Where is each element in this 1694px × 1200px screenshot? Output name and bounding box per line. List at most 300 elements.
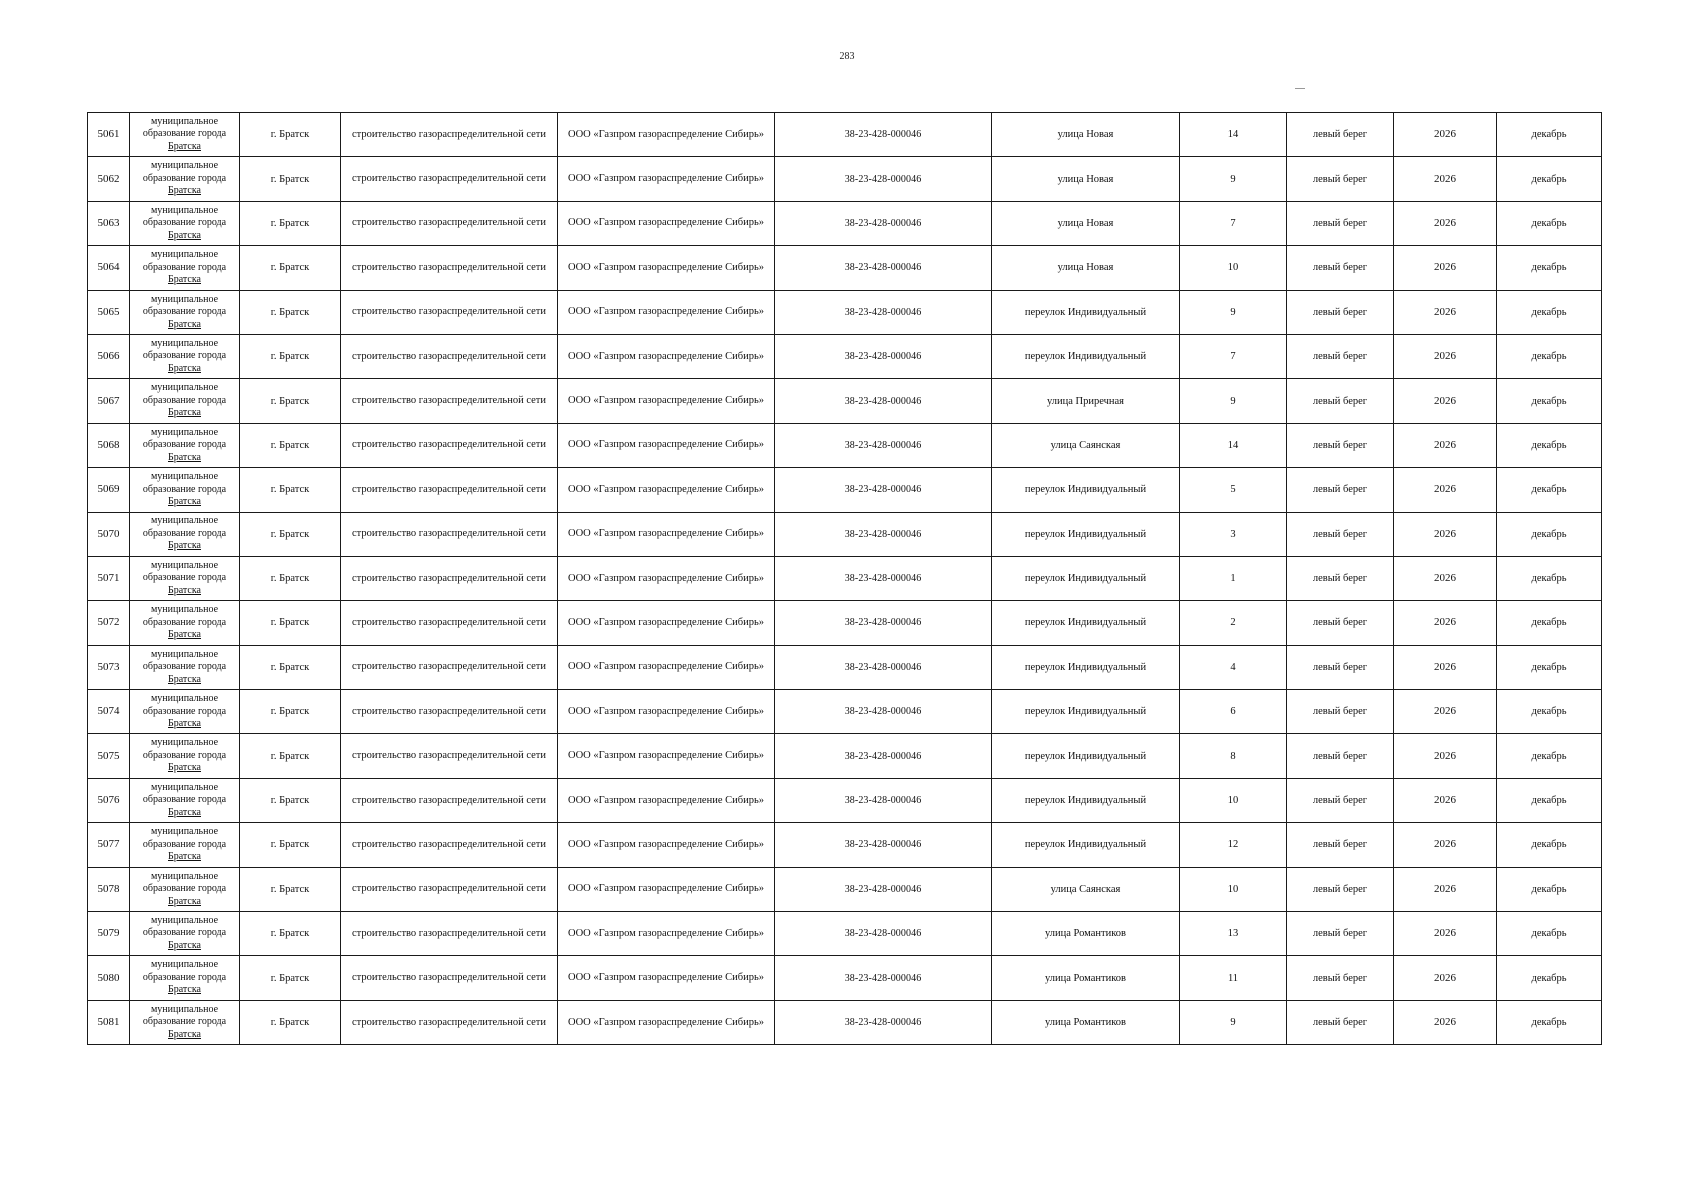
city-cell: г. Братск [240,290,341,334]
municipality-line: муниципальное [150,382,219,394]
work-type-cell: строительство газораспределительной сети [341,601,558,645]
house-number-cell: 10 [1180,246,1287,290]
river-bank-cell: левый берег [1287,601,1394,645]
municipality-line: образование города [142,350,227,362]
organization-cell: ООО «Газпром газораспределение Сибирь» [558,645,775,689]
municipality-line: муниципальное [150,471,219,483]
municipality-line: муниципальное [150,204,219,216]
municipality-cell [130,157,240,201]
river-bank-cell: левый берег [1287,379,1394,423]
river-bank-cell: левый берег [1287,823,1394,867]
street-cell: улица Саянская [992,423,1180,467]
object-code-cell: 38-23-428-000046 [775,246,992,290]
table-row [88,734,1602,778]
month-cell: декабрь [1497,1000,1602,1044]
river-bank-cell: левый берег [1287,290,1394,334]
work-type-cell: строительство газораспределительной сети [341,512,558,556]
house-number-cell: 9 [1180,290,1287,334]
municipality-cell [130,468,240,512]
year-cell: 2026 [1394,113,1497,157]
year-cell: 2026 [1394,601,1497,645]
municipality-line: муниципальное [150,293,219,305]
municipality-line: Братска [168,1028,201,1040]
work-type-cell: строительство газораспределительной сети [341,468,558,512]
city-cell: г. Братск [240,379,341,423]
year-cell: 2026 [1394,512,1497,556]
table-row [88,379,1602,423]
organization-cell: ООО «Газпром газораспределение Сибирь» [558,512,775,556]
city-cell: г. Братск [240,113,341,157]
municipality-cell [130,512,240,556]
municipality-line: Братска [168,584,201,596]
municipality-line: Братска [168,718,201,730]
municipality-line: образование города [142,749,227,761]
organization-cell: ООО «Газпром газораспределение Сибирь» [558,423,775,467]
municipality-line: Братска [168,762,201,774]
object-code-cell: 38-23-428-000046 [775,690,992,734]
municipality-line: Братска [168,451,201,463]
row-number-cell: 5077 [88,823,130,867]
work-type-cell: строительство газораспределительной сети [341,334,558,378]
organization-cell: ООО «Газпром газораспределение Сибирь» [558,690,775,734]
river-bank-cell: левый берег [1287,956,1394,1000]
river-bank-cell: левый берег [1287,778,1394,822]
municipality-line: образование города [142,971,227,983]
table-row [88,690,1602,734]
organization-cell: ООО «Газпром газораспределение Сибирь» [558,823,775,867]
row-number-cell: 5068 [88,423,130,467]
table-row [88,157,1602,201]
river-bank-cell: левый берег [1287,468,1394,512]
work-type-cell: строительство газораспределительной сети [341,201,558,245]
row-number-cell: 5061 [88,113,130,157]
table-row [88,423,1602,467]
municipality-cell [130,201,240,245]
river-bank-cell: левый берег [1287,645,1394,689]
city-cell: г. Братск [240,690,341,734]
city-cell: г. Братск [240,246,341,290]
page-number: 283 [839,51,855,62]
month-cell: декабрь [1497,867,1602,911]
house-number-cell: 6 [1180,690,1287,734]
river-bank-cell: левый берег [1287,157,1394,201]
organization-cell: ООО «Газпром газораспределение Сибирь» [558,734,775,778]
municipality-line: образование города [142,483,227,495]
work-type-cell: строительство газораспределительной сети [341,823,558,867]
object-code-cell: 38-23-428-000046 [775,201,992,245]
city-cell: г. Братск [240,334,341,378]
work-type-cell: строительство газораспределительной сети [341,956,558,1000]
scan-mark [1295,88,1305,89]
house-number-cell: 7 [1180,334,1287,378]
year-cell: 2026 [1394,379,1497,423]
organization-cell: ООО «Газпром газораспределение Сибирь» [558,1000,775,1044]
work-type-cell: строительство газораспределительной сети [341,423,558,467]
municipality-line: Братска [168,318,201,330]
municipality-cell [130,379,240,423]
house-number-cell: 10 [1180,867,1287,911]
year-cell: 2026 [1394,556,1497,600]
work-type-cell: строительство газораспределительной сети [341,912,558,956]
month-cell: декабрь [1497,778,1602,822]
table-row [88,645,1602,689]
street-cell: улица Романтиков [992,912,1180,956]
municipality-line: образование города [142,217,227,229]
work-type-cell: строительство газораспределительной сети [341,867,558,911]
municipality-cell [130,778,240,822]
year-cell: 2026 [1394,201,1497,245]
house-number-cell: 14 [1180,113,1287,157]
work-type-cell: строительство газораспределительной сети [341,379,558,423]
table-row [88,334,1602,378]
house-number-cell: 12 [1180,823,1287,867]
municipality-line: муниципальное [150,693,219,705]
municipality-line: образование города [142,128,227,140]
row-number-cell: 5076 [88,778,130,822]
municipality-line: муниципальное [150,870,219,882]
organization-cell: ООО «Газпром газораспределение Сибирь» [558,246,775,290]
row-number-cell: 5062 [88,157,130,201]
municipality-cell [130,645,240,689]
municipality-cell [130,423,240,467]
table-row [88,290,1602,334]
month-cell: декабрь [1497,823,1602,867]
year-cell: 2026 [1394,823,1497,867]
register-body [88,113,1602,1045]
house-number-cell: 8 [1180,734,1287,778]
month-cell: декабрь [1497,290,1602,334]
municipality-line: образование города [142,527,227,539]
street-cell: переулок Индивидуальный [992,512,1180,556]
street-cell: переулок Индивидуальный [992,734,1180,778]
table-row [88,246,1602,290]
gasification-register-table [87,112,1602,1045]
municipality-line: муниципальное [150,826,219,838]
organization-cell: ООО «Газпром газораспределение Сибирь» [558,601,775,645]
municipality-cell [130,912,240,956]
year-cell: 2026 [1394,157,1497,201]
table-row [88,601,1602,645]
river-bank-cell: левый берег [1287,334,1394,378]
work-type-cell: строительство газораспределительной сети [341,778,558,822]
month-cell: декабрь [1497,113,1602,157]
river-bank-cell: левый берег [1287,556,1394,600]
row-number-cell: 5070 [88,512,130,556]
month-cell: декабрь [1497,201,1602,245]
house-number-cell: 2 [1180,601,1287,645]
municipality-line: Братска [168,540,201,552]
street-cell: переулок Индивидуальный [992,556,1180,600]
city-cell: г. Братск [240,157,341,201]
municipality-line: муниципальное [150,959,219,971]
table-row [88,867,1602,911]
municipality-line: Братска [168,274,201,286]
object-code-cell: 38-23-428-000046 [775,113,992,157]
municipality-line: муниципальное [150,559,219,571]
organization-cell: ООО «Газпром газораспределение Сибирь» [558,157,775,201]
year-cell: 2026 [1394,246,1497,290]
municipality-line: Братска [168,806,201,818]
row-number-cell: 5079 [88,912,130,956]
object-code-cell: 38-23-428-000046 [775,157,992,201]
row-number-cell: 5078 [88,867,130,911]
municipality-line: образование города [142,261,227,273]
house-number-cell: 7 [1180,201,1287,245]
municipality-cell [130,290,240,334]
municipality-line: образование города [142,616,227,628]
object-code-cell: 38-23-428-000046 [775,1000,992,1044]
row-number-cell: 5074 [88,690,130,734]
organization-cell: ООО «Газпром газораспределение Сибирь» [558,379,775,423]
object-code-cell: 38-23-428-000046 [775,379,992,423]
municipality-cell [130,246,240,290]
table-row [88,1000,1602,1044]
municipality-line: Братска [168,496,201,508]
city-cell: г. Братск [240,912,341,956]
month-cell: декабрь [1497,246,1602,290]
month-cell: декабрь [1497,379,1602,423]
organization-cell: ООО «Газпром газораспределение Сибирь» [558,556,775,600]
municipality-line: муниципальное [150,604,219,616]
house-number-cell: 1 [1180,556,1287,600]
month-cell: декабрь [1497,556,1602,600]
municipality-line: Братска [168,984,201,996]
city-cell: г. Братск [240,601,341,645]
object-code-cell: 38-23-428-000046 [775,867,992,911]
river-bank-cell: левый берег [1287,246,1394,290]
river-bank-cell: левый берег [1287,201,1394,245]
object-code-cell: 38-23-428-000046 [775,423,992,467]
row-number-cell: 5075 [88,734,130,778]
municipality-line: муниципальное [150,914,219,926]
year-cell: 2026 [1394,290,1497,334]
object-code-cell: 38-23-428-000046 [775,512,992,556]
municipality-cell [130,734,240,778]
object-code-cell: 38-23-428-000046 [775,601,992,645]
organization-cell: ООО «Газпром газораспределение Сибирь» [558,113,775,157]
municipality-line: муниципальное [150,648,219,660]
object-code-cell: 38-23-428-000046 [775,556,992,600]
row-number-cell: 5065 [88,290,130,334]
municipality-line: Братска [168,362,201,374]
municipality-line: образование города [142,394,227,406]
row-number-cell: 5069 [88,468,130,512]
street-cell: переулок Индивидуальный [992,601,1180,645]
house-number-cell: 11 [1180,956,1287,1000]
river-bank-cell: левый берег [1287,423,1394,467]
river-bank-cell: левый берег [1287,512,1394,556]
river-bank-cell: левый берег [1287,867,1394,911]
city-cell: г. Братск [240,512,341,556]
row-number-cell: 5073 [88,645,130,689]
object-code-cell: 38-23-428-000046 [775,823,992,867]
municipality-line: муниципальное [150,515,219,527]
year-cell: 2026 [1394,956,1497,1000]
organization-cell: ООО «Газпром газораспределение Сибирь» [558,778,775,822]
street-cell: улица Новая [992,157,1180,201]
row-number-cell: 5072 [88,601,130,645]
house-number-cell: 3 [1180,512,1287,556]
city-cell: г. Братск [240,201,341,245]
municipality-line: Братска [168,185,201,197]
street-cell: переулок Индивидуальный [992,778,1180,822]
street-cell: улица Саянская [992,867,1180,911]
municipality-line: Братска [168,895,201,907]
municipality-line: Братска [168,851,201,863]
municipality-line: муниципальное [150,337,219,349]
street-cell: переулок Индивидуальный [992,690,1180,734]
organization-cell: ООО «Газпром газораспределение Сибирь» [558,956,775,1000]
month-cell: декабрь [1497,468,1602,512]
street-cell: улица Романтиков [992,1000,1180,1044]
house-number-cell: 14 [1180,423,1287,467]
table-row [88,512,1602,556]
street-cell: улица Романтиков [992,956,1180,1000]
street-cell: переулок Индивидуальный [992,823,1180,867]
month-cell: декабрь [1497,912,1602,956]
house-number-cell: 13 [1180,912,1287,956]
work-type-cell: строительство газораспределительной сети [341,645,558,689]
city-cell: г. Братск [240,556,341,600]
object-code-cell: 38-23-428-000046 [775,334,992,378]
municipality-line: муниципальное [150,115,219,127]
object-code-cell: 38-23-428-000046 [775,468,992,512]
month-cell: декабрь [1497,157,1602,201]
year-cell: 2026 [1394,734,1497,778]
city-cell: г. Братск [240,468,341,512]
municipality-cell [130,556,240,600]
city-cell: г. Братск [240,823,341,867]
organization-cell: ООО «Газпром газораспределение Сибирь» [558,290,775,334]
table-row [88,468,1602,512]
year-cell: 2026 [1394,912,1497,956]
street-cell: переулок Индивидуальный [992,645,1180,689]
work-type-cell: строительство газораспределительной сети [341,734,558,778]
work-type-cell: строительство газораспределительной сети [341,556,558,600]
city-cell: г. Братск [240,645,341,689]
municipality-line: Братска [168,140,201,152]
object-code-cell: 38-23-428-000046 [775,778,992,822]
year-cell: 2026 [1394,1000,1497,1044]
house-number-cell: 4 [1180,645,1287,689]
table-row [88,556,1602,600]
municipality-cell [130,1000,240,1044]
house-number-cell: 5 [1180,468,1287,512]
work-type-cell: строительство газораспределительной сети [341,690,558,734]
month-cell: декабрь [1497,601,1602,645]
row-number-cell: 5071 [88,556,130,600]
street-cell: переулок Индивидуальный [992,334,1180,378]
organization-cell: ООО «Газпром газораспределение Сибирь» [558,912,775,956]
municipality-line: образование города [142,794,227,806]
organization-cell: ООО «Газпром газораспределение Сибирь» [558,867,775,911]
municipality-line: образование города [142,927,227,939]
object-code-cell: 38-23-428-000046 [775,645,992,689]
municipality-line: образование города [142,439,227,451]
municipality-line: Братска [168,229,201,241]
table-row [88,912,1602,956]
municipality-cell [130,601,240,645]
year-cell: 2026 [1394,645,1497,689]
month-cell: декабрь [1497,734,1602,778]
municipality-cell [130,823,240,867]
object-code-cell: 38-23-428-000046 [775,734,992,778]
house-number-cell: 10 [1180,778,1287,822]
year-cell: 2026 [1394,334,1497,378]
municipality-line: образование города [142,172,227,184]
city-cell: г. Братск [240,956,341,1000]
municipality-line: образование города [142,306,227,317]
municipality-cell [130,113,240,157]
street-cell: улица Новая [992,113,1180,157]
municipality-line: образование города [142,572,227,584]
river-bank-cell: левый берег [1287,734,1394,778]
street-cell: переулок Индивидуальный [992,468,1180,512]
row-number-cell: 5066 [88,334,130,378]
row-number-cell: 5081 [88,1000,130,1044]
river-bank-cell: левый берег [1287,912,1394,956]
municipality-line: муниципальное [150,737,219,749]
house-number-cell: 9 [1180,1000,1287,1044]
municipality-line: образование города [142,838,227,850]
municipality-line: Братска [168,939,201,951]
street-cell: переулок Индивидуальный [992,290,1180,334]
street-cell: улица Новая [992,246,1180,290]
city-cell: г. Братск [240,423,341,467]
table-row [88,956,1602,1000]
year-cell: 2026 [1394,423,1497,467]
object-code-cell: 38-23-428-000046 [775,290,992,334]
municipality-line: муниципальное [150,1003,219,1015]
organization-cell: ООО «Газпром газораспределение Сибирь» [558,201,775,245]
river-bank-cell: левый берег [1287,113,1394,157]
municipality-line: Братска [168,629,201,641]
municipality-cell [130,867,240,911]
table-row [88,113,1602,157]
municipality-line: Братска [168,407,201,419]
work-type-cell: строительство газораспределительной сети [341,113,558,157]
municipality-line: муниципальное [150,160,219,172]
table-row [88,201,1602,245]
municipality-cell [130,956,240,1000]
street-cell: улица Новая [992,201,1180,245]
city-cell: г. Братск [240,778,341,822]
municipality-line: образование города [142,661,227,673]
year-cell: 2026 [1394,690,1497,734]
municipality-line: муниципальное [150,426,219,438]
row-number-cell: 5067 [88,379,130,423]
month-cell: декабрь [1497,645,1602,689]
city-cell: г. Братск [240,1000,341,1044]
municipality-cell [130,334,240,378]
municipality-line: образование города [142,705,227,717]
year-cell: 2026 [1394,778,1497,822]
street-cell: улица Приречная [992,379,1180,423]
river-bank-cell: левый берег [1287,690,1394,734]
municipality-line: образование города [142,883,227,895]
municipality-line: муниципальное [150,781,219,793]
municipality-cell [130,690,240,734]
table-row [88,778,1602,822]
month-cell: декабрь [1497,334,1602,378]
organization-cell: ООО «Газпром газораспределение Сибирь» [558,334,775,378]
year-cell: 2026 [1394,867,1497,911]
house-number-cell: 9 [1180,379,1287,423]
municipality-line: образование города [142,1016,227,1028]
work-type-cell: строительство газораспределительной сети [341,246,558,290]
work-type-cell: строительство газораспределительной сети [341,290,558,334]
row-number-cell: 5064 [88,246,130,290]
